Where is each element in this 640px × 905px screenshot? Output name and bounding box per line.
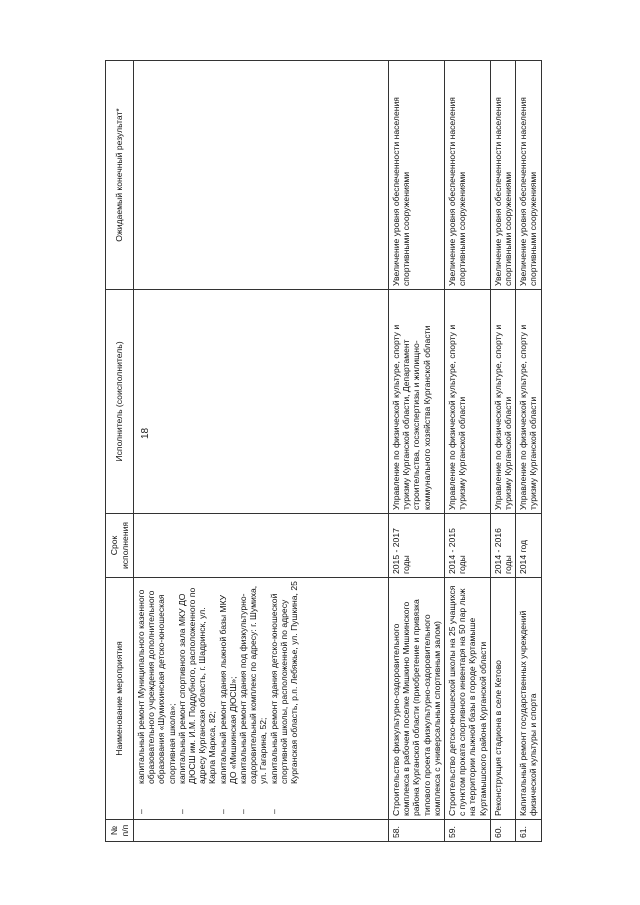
page-number: 18 xyxy=(140,427,151,439)
cell-term: 2015 - 2017 годы xyxy=(389,514,445,578)
cell-result: Увеличение уровня обеспеченности населения спортивными сооружениями xyxy=(490,61,515,290)
subitem: – капитальный ремонт Муниципального казенного образовательного учреждения дополнительного образования «Шумихинская детско-юношеская спортивная школа»; xyxy=(136,589,177,814)
cell-executor-empty xyxy=(134,290,389,514)
cell-term: 2014 год xyxy=(516,514,541,578)
measures-table xyxy=(105,60,542,842)
cell-executor: Управление по физической культуре, спорту и туризму Курганской области xyxy=(445,290,491,514)
subitem: – капитальный ремонт здания лыжной базы МКУ ДО «Мишкинская ДЮСШ»; xyxy=(217,594,238,814)
cell-name: Строительство физкультурно-оздоровительного комплекса в рабочем поселке Мишкино Мишкинского района Курганской области (приобретение и привязка типового проекта физкультурно-оздоровительного комплекса с универсальным спортивным залом) xyxy=(389,578,445,820)
header-num: № п/п xyxy=(106,820,134,842)
table-row xyxy=(389,61,445,842)
cell-result: Увеличение уровня обеспеченности населения спортивными сооружениями xyxy=(389,61,445,290)
table-row xyxy=(516,61,541,842)
rotated-page xyxy=(105,61,608,842)
cell-executor: Управление по физической культуре, спорту и туризму Курганской области xyxy=(490,290,515,514)
cell-name: Капитальный ремонт государственных учреждений физической культуры и спорта xyxy=(516,578,541,820)
cell-subitems xyxy=(134,578,389,820)
cell-executor: Управление по физической культуре, спорту и туризму Курганской области xyxy=(516,290,541,514)
cell-executor: Управление по физической культуре, спорту и туризму Курганской области, Департамент строительства, госэкспертизы и жилищно-коммунального хозяйства Курганской области xyxy=(389,290,445,514)
cell-name: Строительство детско-юношеской школы на 25 учащихся с пунктом проката спортивного инвентаря на 50 пар лыж на территории лыжной базы в городе Куртамыше Куртамышского района Курганской области xyxy=(445,578,491,820)
subitem: – капитальный ремонт здания детско-юношеской спортивной школы, расположенной по адресу Курганская область, р.п. Лебяжье, ул. Пушкина, 25 xyxy=(268,581,300,814)
cell-term: 2014 - 2015 годы xyxy=(445,514,491,578)
cell-term-empty xyxy=(134,514,389,578)
cell-result: Увеличение уровня обеспеченности населения спортивными сооружениями xyxy=(445,61,491,290)
cell-result: Увеличение уровня обеспеченности населения спортивными сооружениями xyxy=(516,61,541,290)
header-name: Наименование мероприятия xyxy=(106,578,134,820)
cell-result-empty xyxy=(134,61,389,290)
subitem: – капитальный ремонт спортивного зала МКУ ДО ДЮСШ им. И.М. Поддубного, расположенного по адресу Курганская область, г. Шадринск, ул. Карла Маркса, 82; xyxy=(176,587,218,814)
cell-num: 60. xyxy=(490,820,515,842)
cell-name: Реконструкция стадиона в селе Кетово xyxy=(490,578,515,820)
cell-num: 58. xyxy=(389,820,445,842)
table-row xyxy=(490,61,515,842)
cell-num: 61. xyxy=(516,820,541,842)
subitem: – капитальный ремонт здания под физкультурно-оздоровительный комплекс по адресу: г. Шумиха, ул. Гагарина, 52; xyxy=(238,585,269,814)
table-header-row xyxy=(106,61,134,842)
cell-term: 2014 - 2016 годы xyxy=(490,514,515,578)
table-row-subitems xyxy=(134,61,389,842)
table-row xyxy=(445,61,491,842)
header-term: Срок исполнения xyxy=(106,514,134,578)
header-executor: Исполнитель (соисполнитель) xyxy=(106,290,134,514)
cell-num: 59. xyxy=(445,820,491,842)
header-result: Ожидаемый конечный результат* xyxy=(106,61,134,290)
cell-num-empty xyxy=(134,820,389,842)
